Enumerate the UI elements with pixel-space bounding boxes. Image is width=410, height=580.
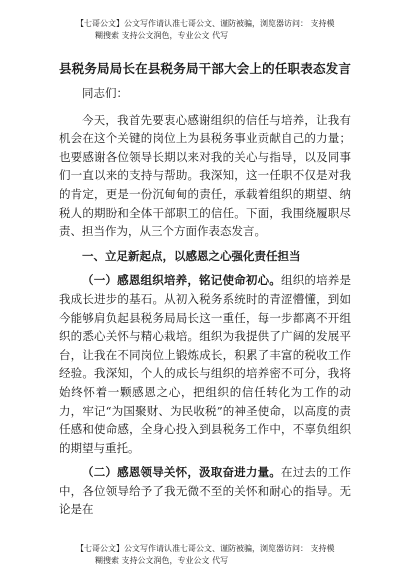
- page-footer: [76, 543, 376, 567]
- document-body: [59, 83, 351, 519]
- subsection-2-text: 在过去的工作中，各位领导给予了我无微不至的关怀和耐心的指导。无论是在: [59, 465, 352, 517]
- subsection-2-paragraph: [59, 463, 351, 519]
- subsection-2-heading: （二）感恩领导关怀，汲取奋进力量。: [82, 465, 281, 480]
- intro-paragraph: 今天，我首先要衷心感谢组织的信任与培养，让我有机会在这个关键的岗位上为县税务事业贡献自己的力量；也要感谢各位领导长期以来对我的关心与指导，以及同事们一直以来的支持与帮助。我深知，这一任职不仅是对我的肯定，更是一份沉甸甸的责任，承载着组织的期望、纳税人的期盼和全体干部职工的信任。下面，我围绕履职尽责、担当作为，从三个方面作表态发言。: [59, 112, 351, 239]
- salutation: 同志们：: [82, 86, 128, 100]
- subsection-1-text: 组织的培养是我成长进步的基石。从初入税务系统时的青涩懵懂，到如今能够肩负起县税务局局长这一重任，每一步都离不开组织的悉心关怀与精心栽培。组织为我提供了广阔的发展平台，让我在不同岗位上锻炼成长，积累了丰富的税收工作经验。我深知，个人的成长与组织的培养密不可分，我将始终怀着一颗感恩之心，把组织的信任转化为工作的动力，牢记“为国聚财、为民收税”的神圣使命，以高度的责任感和使命感，全身心投入到县税务工作中，不辜负组织的期望与重托。: [59, 273, 352, 455]
- subsection-1-paragraph: [59, 271, 351, 457]
- footer-line-2: 糊搜索 支持公文润色，专业公文 代写: [95, 556, 229, 565]
- footer-line-1: 【七哥公文】公文写作请认准七哥公文、谨防被骗，浏览器访问： 支持模: [76, 544, 335, 553]
- subsection-1-heading: （一）感恩组织培养，铭记使命初心。: [82, 273, 281, 288]
- header-line-1: 【七哥公文】公文写作请认准七哥公文、谨防被骗，浏览器访问： 支持模: [76, 19, 335, 28]
- section-1-heading: 一、立足新起点，以感恩之心强化责任担当: [82, 248, 301, 263]
- page-header: [76, 18, 376, 42]
- header-line-2: 糊搜索 支持公文润色，专业公文 代写: [95, 31, 229, 40]
- document-title: 县税务局局长在县税务局干部大会上的任职表态发言: [58, 61, 352, 76]
